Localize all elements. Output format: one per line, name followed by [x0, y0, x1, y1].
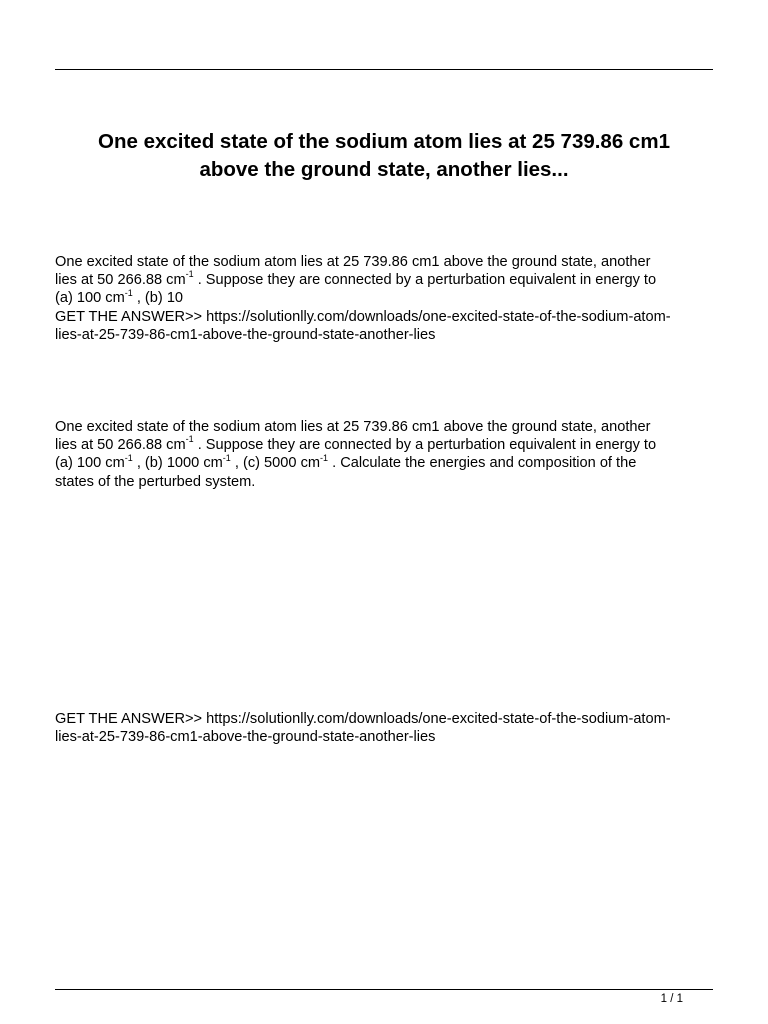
answer-link-line-1[interactable]: GET THE ANSWER>> https://solutionlly.com/downloads/one-excited-state-of-the-sodium-atom-	[55, 711, 671, 727]
excerpt-answer-link-line-2[interactable]: lies-at-25-739-86-cm1-above-the-ground-state-another-lies	[55, 326, 436, 343]
title-line-2: above the ground state, another lies...	[199, 158, 569, 181]
excerpt-line-1: One excited state of the sodium atom lies at 25 739.86 cm1 above the ground state, another	[55, 254, 651, 270]
question-text: . Suppose they are connected by a perturbation equivalent in energy to	[193, 437, 657, 454]
excerpt-text: , (b) 10	[132, 290, 184, 307]
excerpt-text: lies at 50 266.88 cm	[55, 272, 186, 289]
page-number: 1 / 1	[660, 993, 683, 1005]
page-title	[40, 128, 728, 184]
answer-link-line-2[interactable]: lies-at-25-739-86-cm1-above-the-ground-state-another-lies	[55, 729, 436, 746]
question-text: , (c) 5000 cm	[230, 455, 321, 472]
question-line-2	[55, 436, 720, 454]
top-divider	[55, 69, 713, 70]
question-paragraph	[55, 418, 720, 491]
title-line-1: One excited state of the sodium atom lies at 25 739.86 cm1	[98, 130, 670, 153]
question-line-3	[55, 454, 720, 472]
excerpt-paragraph	[55, 253, 720, 344]
superscript: -1	[185, 269, 194, 280]
excerpt-line-2	[55, 271, 720, 289]
answer-link-paragraph	[55, 710, 720, 746]
question-text: lies at 50 266.88 cm	[55, 437, 186, 454]
superscript: -1	[185, 434, 194, 445]
excerpt-line-3	[55, 289, 720, 307]
superscript: -1	[320, 452, 329, 463]
superscript: -1	[222, 452, 231, 463]
question-text: , (b) 1000 cm	[132, 455, 223, 472]
excerpt-text: (a) 100 cm	[55, 290, 125, 307]
question-text: (a) 100 cm	[55, 455, 125, 472]
superscript: -1	[124, 452, 133, 463]
question-line-4: states of the perturbed system.	[55, 473, 256, 490]
excerpt-answer-link-line-1[interactable]: GET THE ANSWER>> https://solutionlly.com/downloads/one-excited-state-of-the-sodium-atom-	[55, 308, 671, 325]
excerpt-text: . Suppose they are connected by a perturbation equivalent in energy to	[193, 272, 657, 289]
question-text: . Calculate the energies and composition of the	[328, 455, 637, 472]
question-line-1: One excited state of the sodium atom lies at 25 739.86 cm1 above the ground state, another	[55, 419, 651, 435]
bottom-divider	[55, 989, 713, 990]
superscript: -1	[124, 287, 133, 298]
